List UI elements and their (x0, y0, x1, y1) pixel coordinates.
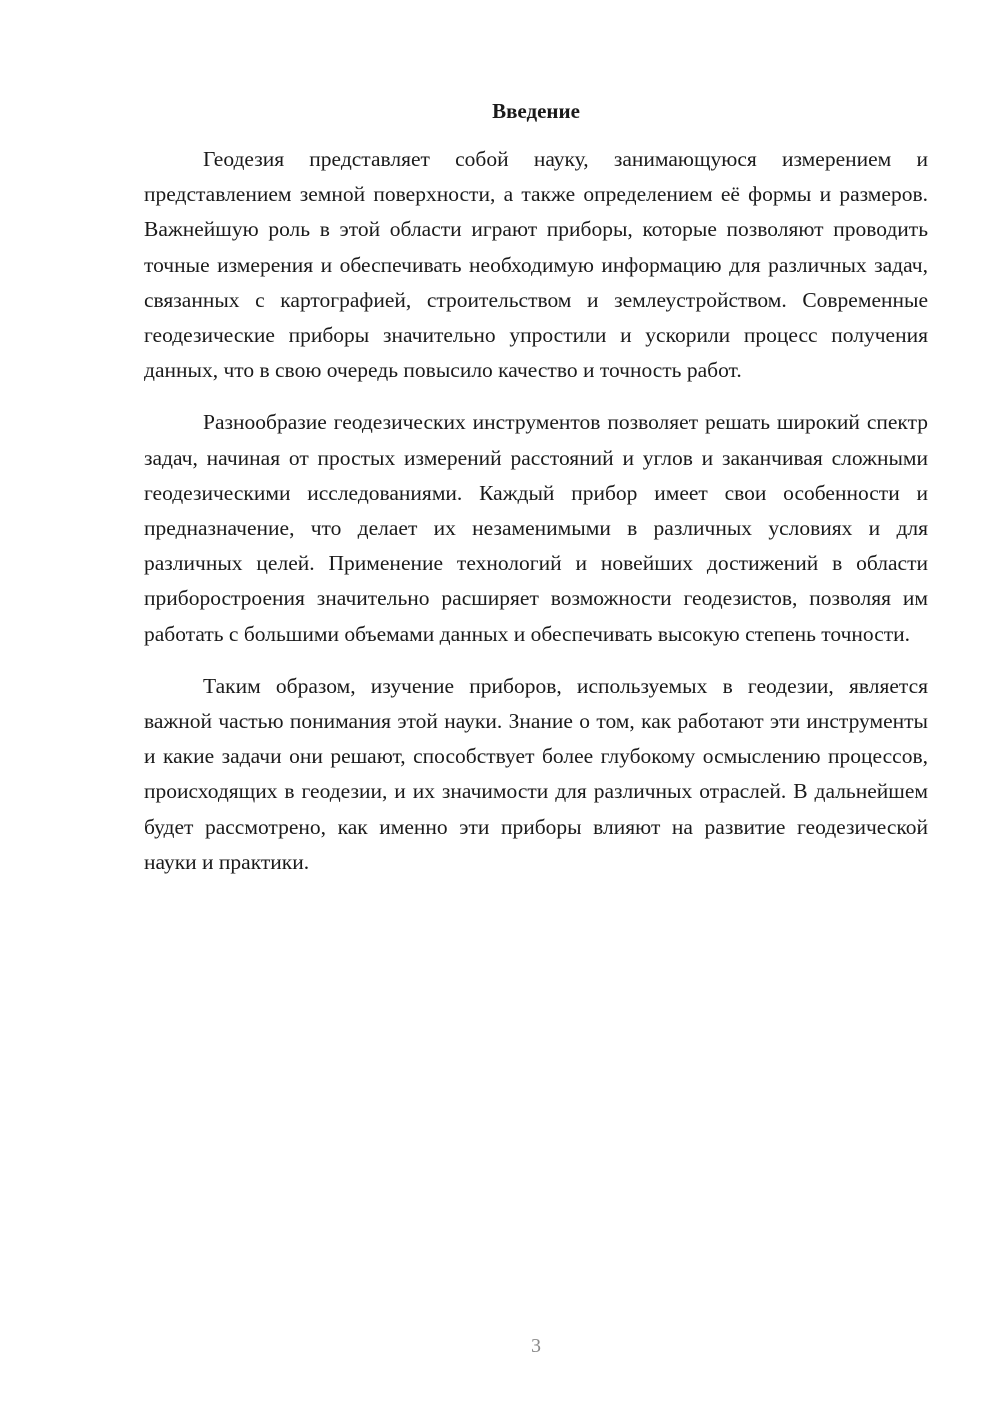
paragraph-1: Геодезия представляет собой науку, занимающуюся измерением и представлением земной поверхности, а также определением её формы и размеров. Важнейшую роль в этой области играют приборы, которые позволяют проводить точные измерения и обеспечивать необходимую информацию для различных задач, связанных с картографией, строительством и землеустройством. Современные геодезические приборы значительно упростили и ускорили процесс получения данных, что в свою очередь повысило качество и точность работ. (144, 147, 928, 383)
paragraph-2: Разнообразие геодезических инструментов позволяет решать широкий спектр задач, начиная от простых измерений расстояний и углов и заканчивая сложными геодезическими исследованиями. Каждый прибор имеет свои особенности и предназначение, что делает их незаменимыми в различных условиях и для различных целей. Применение технологий и новейших достижений в области приборостроения значительно расширяет возможности геодезистов, позволяя им работать с большими объемами данных и обеспечивать высокую степень точности. (144, 410, 928, 646)
body-text (144, 142, 928, 897)
paragraph-3: Таким образом, изучение приборов, используемых в геодезии, является важной частью понимания этой науки. Знание о том, как работают эти инструменты и какие задачи они решают, способствует более глубокому осмыслению процессов, происходящих в геодезии, и их значимости для различных отраслей. В дальнейшем будет рассмотрено, как именно эти приборы влияют на развитие геодезической науки и практики. (144, 673, 928, 874)
page-number: 3 (531, 1335, 541, 1357)
section-heading: Введение (492, 99, 580, 123)
